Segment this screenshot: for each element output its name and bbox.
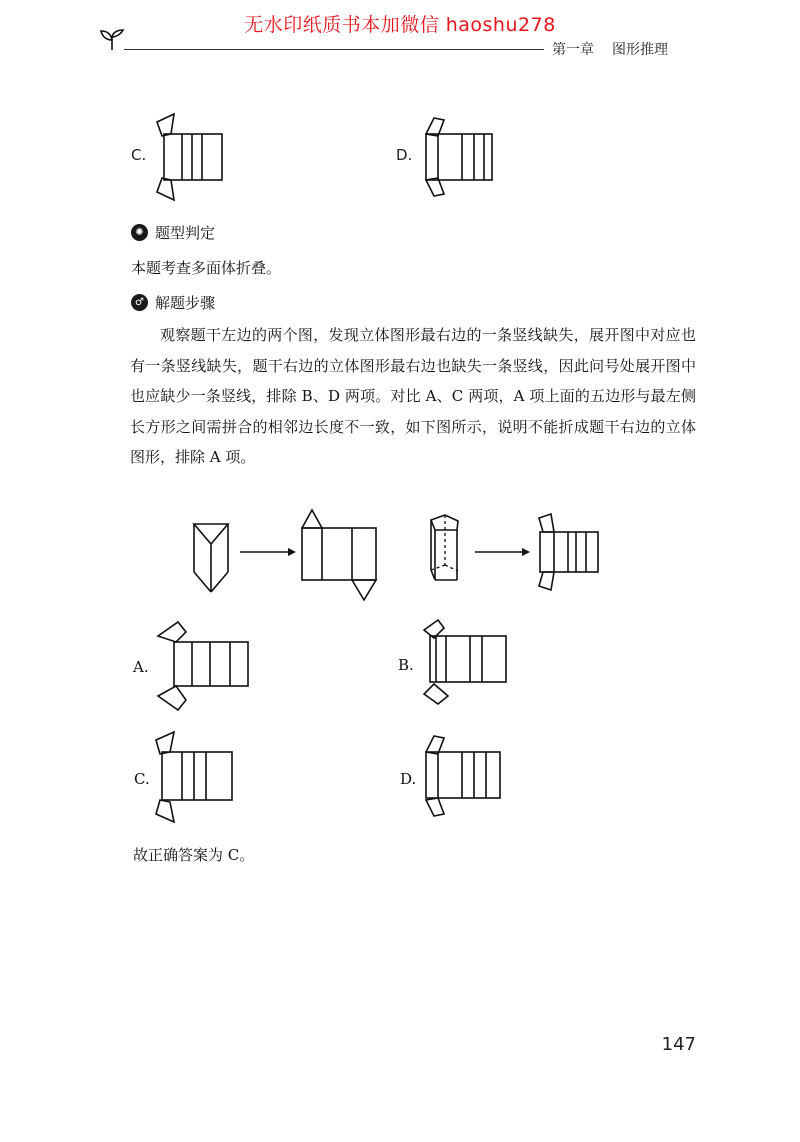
header-rule	[124, 49, 544, 50]
running-header	[552, 39, 686, 59]
conclusion-text: 故正确答案为 C。	[133, 846, 255, 864]
top-option-d-figure	[418, 112, 498, 202]
triangular-prism-figure	[194, 524, 228, 592]
option-b-label: B.	[398, 656, 414, 674]
arrow-right-icon	[475, 548, 530, 556]
option-c-figure	[150, 730, 240, 830]
option-a-label: A.	[133, 658, 149, 676]
option-a-figure	[150, 620, 260, 720]
bulb-icon: ✺	[131, 224, 148, 241]
top-option-d-label: D.	[396, 146, 413, 164]
option-d-figure	[420, 730, 530, 830]
steps-section-body: 观察题干左边的两个图，发现立体图形最右边的一条竖线缺失，展开图中对应也有一条竖线缺失，题干右边的立体图形最右边也缺失一条竖线，因此问号处展开图中也应缺少一条竖线，排除 B、D 两项。对比 A、C 两项，A 项上面的五边形与最左侧长方形之间需拼合的相邻边长度不一致，如下图所示，说明不能折成题干右边的立体图形，排除 A 项。	[130, 326, 696, 466]
top-option-c-figure	[150, 112, 230, 202]
stem-figures	[188, 508, 608, 608]
page-number: 147	[661, 1034, 696, 1055]
steps-section-title: 解题步骤	[155, 294, 216, 312]
option-d-label: D.	[400, 770, 417, 788]
triangular-prism-net-figure	[302, 510, 376, 600]
type-section-heading	[131, 222, 215, 243]
watermark: 无水印纸质书本加微信 haoshu278	[244, 14, 556, 36]
key-icon: ♂	[131, 294, 148, 311]
steps-section-heading	[131, 292, 215, 313]
arrow-right-icon	[240, 548, 296, 556]
section-label: 图形推理	[612, 42, 668, 58]
option-c-label: C.	[134, 770, 150, 788]
type-section-body: 本题考查多面体折叠。	[131, 259, 282, 277]
top-option-c-label: C.	[131, 146, 147, 164]
chapter-label: 第一章	[552, 42, 594, 58]
pentagonal-prism-figure	[431, 515, 458, 580]
pentagonal-prism-net-figure	[539, 514, 598, 590]
option-b-figure	[420, 618, 520, 718]
type-section-title: 题型判定	[155, 224, 216, 242]
sprout-icon	[98, 28, 126, 52]
